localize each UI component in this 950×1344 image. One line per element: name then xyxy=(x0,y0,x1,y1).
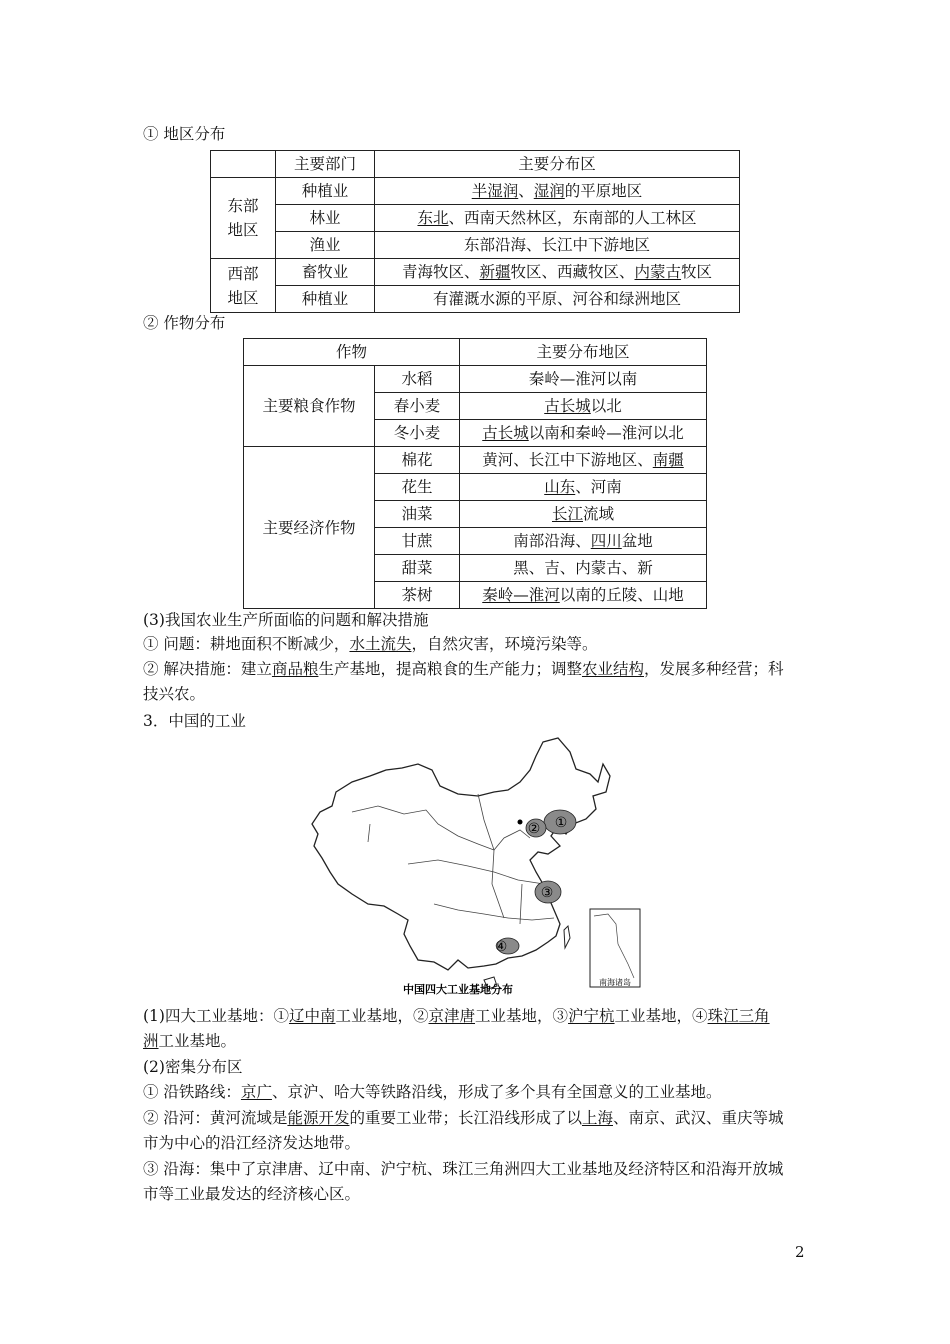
underlined-term: 秦岭—淮河 xyxy=(482,586,560,604)
text-line xyxy=(143,1031,236,1051)
area-cell xyxy=(375,286,740,313)
text-segment: 市为中心的沿江经济发达地带。 xyxy=(143,1134,361,1152)
marker-2: ② xyxy=(527,821,541,837)
text-segment: ② 沿河：黄河流域是 xyxy=(143,1109,288,1127)
text-segment: 流域 xyxy=(583,505,615,523)
crop-cell: 水稻 xyxy=(375,366,460,393)
taiwan-island xyxy=(564,926,570,948)
text-segment: 以南的丘陵、山地 xyxy=(559,586,684,604)
underlined-term: 山东 xyxy=(544,478,576,496)
inner-border-4 xyxy=(368,794,522,924)
dept-cell: 种植业 xyxy=(276,178,375,205)
crop-heading: ② 作物分布 xyxy=(143,314,226,332)
text-segment: 牧区、西藏牧区、 xyxy=(510,263,635,281)
inner-border-1 xyxy=(352,806,530,850)
underlined-term: 古长城 xyxy=(482,424,529,442)
text-segment: 市等工业最发达的经济核心区。 xyxy=(143,1185,361,1203)
text-line xyxy=(143,1082,721,1102)
header-area: 主要分布区 xyxy=(375,151,740,178)
text-segment: 的重要工业带；长江沿线形成了以 xyxy=(349,1109,582,1127)
page-number: 2 xyxy=(795,1243,805,1261)
underlined-term: 京津唐 xyxy=(428,1007,476,1025)
region-distribution-table xyxy=(210,150,740,313)
underlined-term: 沪宁杭 xyxy=(568,1007,615,1025)
underlined-term: 半湿润 xyxy=(471,182,519,200)
underlined-term: 京广 xyxy=(240,1083,272,1101)
underlined-term: 水土流失 xyxy=(349,635,412,653)
map-caption: 中国四大工业基地分布 xyxy=(403,983,513,996)
region-cell: 西部 地区 xyxy=(211,259,276,313)
text-segment: 工业基地，③ xyxy=(475,1007,569,1025)
underlined-term: 新疆 xyxy=(479,263,511,281)
text-segment: 、西南天然林区，东南部的人工林区 xyxy=(448,209,697,227)
crop-area-cell xyxy=(460,420,707,447)
marker-4: ④ xyxy=(494,939,508,955)
inner-border-2 xyxy=(408,860,544,884)
crop-area-cell xyxy=(460,555,707,582)
text-line xyxy=(143,1133,360,1153)
underlined-term: 东北 xyxy=(417,209,449,227)
text-segment: 工业基地，② xyxy=(335,1007,429,1025)
text-segment: ，自然灾害，环境污染等。 xyxy=(411,635,598,653)
underlined-term: 上海 xyxy=(581,1109,613,1127)
crop-area-cell xyxy=(460,393,707,420)
inset-label: 南海诸岛 xyxy=(599,978,631,987)
table-row xyxy=(211,232,740,259)
underlined-term: 洲 xyxy=(143,1032,159,1050)
china-industry-map xyxy=(308,734,648,1000)
marker-1: ① xyxy=(554,815,568,831)
text-segment: ① 问题：耕地面积不断减少， xyxy=(143,635,350,653)
area-cell xyxy=(375,232,740,259)
crop-cell: 茶树 xyxy=(375,582,460,609)
text-segment: ③ 沿海：集中了京津唐、辽中南、沪宁杭、珠江三角洲四大工业基地及经济特区和沿海开放城 xyxy=(143,1160,784,1178)
table-row xyxy=(211,178,740,205)
dept-cell: 渔业 xyxy=(276,232,375,259)
dept-cell: 畜牧业 xyxy=(276,259,375,286)
text-segment: (3)我国农业生产所面临的问题和解决措施 xyxy=(143,611,429,629)
text-segment: 的平原地区 xyxy=(564,182,643,200)
crop-category-cell: 主要粮食作物 xyxy=(244,366,375,447)
header-crop-area: 主要分布地区 xyxy=(460,339,707,366)
text-segment: ② 解决措施：建立 xyxy=(143,660,272,678)
area-cell xyxy=(375,205,740,232)
text-segment: 秦岭—淮河以南 xyxy=(528,370,638,388)
inner-border-3 xyxy=(434,904,554,920)
text-line xyxy=(143,1057,242,1077)
region-cell: 东部 地区 xyxy=(211,178,276,259)
text-segment: 东部沿海、长江中下游地区 xyxy=(463,236,650,254)
text-segment: 工业基地。 xyxy=(158,1032,237,1050)
text-line xyxy=(143,1006,770,1026)
text-segment: 、南京、武汉、重庆等城 xyxy=(612,1109,784,1127)
crop-distribution-table xyxy=(243,338,707,609)
crop-cell: 油菜 xyxy=(375,501,460,528)
crop-cell: 花生 xyxy=(375,474,460,501)
header-blank xyxy=(211,151,276,178)
table-row xyxy=(211,286,740,313)
text-segment: 、 xyxy=(518,182,534,200)
china-map-svg xyxy=(308,734,648,996)
crop-area-cell xyxy=(460,366,707,393)
text-segment: 3．中国的工业 xyxy=(143,712,246,730)
text-line xyxy=(143,1159,783,1179)
underlined-term: 辽中南 xyxy=(288,1007,336,1025)
crop-area-cell xyxy=(460,474,707,501)
text-segment: 黄河、长江中下游地区、 xyxy=(482,451,653,469)
underlined-term: 能源开发 xyxy=(287,1109,350,1127)
underlined-term: 长江 xyxy=(551,505,583,523)
table-row xyxy=(244,447,707,474)
text-line xyxy=(143,610,428,630)
text-segment: 技兴农。 xyxy=(143,685,206,703)
crop-category-cell: 主要经济作物 xyxy=(244,447,375,609)
underlined-term: 商品粮 xyxy=(271,660,319,678)
header-crop: 作物 xyxy=(244,339,460,366)
text-segment: ① 沿铁路线： xyxy=(143,1083,241,1101)
underlined-term: 珠江三角 xyxy=(707,1007,770,1025)
crop-cell: 甘蔗 xyxy=(375,528,460,555)
crop-cell: 春小麦 xyxy=(375,393,460,420)
text-segment: (1)四大工业基地：① xyxy=(143,1007,289,1025)
text-line xyxy=(143,711,246,731)
text-segment: 盆地 xyxy=(621,532,653,550)
text-line xyxy=(143,1184,360,1204)
dept-cell: 林业 xyxy=(276,205,375,232)
underlined-term: 南疆 xyxy=(652,451,684,469)
text-segment: 黑、吉、内蒙古、新 xyxy=(513,559,653,577)
underlined-term: 四川 xyxy=(590,532,622,550)
marker-3: ③ xyxy=(540,885,554,901)
text-segment: 生产基地，提高粮食的生产能力；调整 xyxy=(318,660,582,678)
china-outline xyxy=(312,738,610,970)
header-dept: 主要部门 xyxy=(276,151,375,178)
underlined-term: 农业结构 xyxy=(581,660,644,678)
crop-area-cell xyxy=(460,501,707,528)
dept-cell: 种植业 xyxy=(276,286,375,313)
text-line xyxy=(143,1108,784,1128)
table-row xyxy=(211,205,740,232)
crop-cell: 棉花 xyxy=(375,447,460,474)
underlined-term: 内蒙古 xyxy=(634,263,682,281)
text-line xyxy=(143,659,784,679)
underlined-term: 古长城 xyxy=(544,397,591,415)
area-cell xyxy=(375,259,740,286)
crop-area-cell xyxy=(460,447,707,474)
underlined-term: 湿润 xyxy=(533,182,565,200)
region-heading: ① 地区分布 xyxy=(143,125,226,143)
table-row xyxy=(244,366,707,393)
crop-area-cell xyxy=(460,528,707,555)
text-segment: 以南和秦岭—淮河以北 xyxy=(528,424,684,442)
text-segment: 、京沪、哈大等铁路沿线，形成了多个具有全国意义的工业基地。 xyxy=(271,1083,722,1101)
text-segment: 以北 xyxy=(590,397,622,415)
text-segment: 青海牧区、 xyxy=(401,263,480,281)
text-line xyxy=(143,684,205,704)
area-cell xyxy=(375,178,740,205)
text-segment: 牧区 xyxy=(681,263,713,281)
crop-area-cell xyxy=(460,582,707,609)
crop-cell: 甜菜 xyxy=(375,555,460,582)
text-segment: 南部沿海、 xyxy=(513,532,591,550)
text-segment: 工业基地，④ xyxy=(614,1007,708,1025)
text-line xyxy=(143,634,597,654)
text-segment: ，发展多种经营；科 xyxy=(643,660,784,678)
table-row xyxy=(211,259,740,286)
text-segment: 有灌溉水源的平原、河谷和绿洲地区 xyxy=(432,290,681,308)
text-segment: 、河南 xyxy=(575,478,622,496)
crop-cell: 冬小麦 xyxy=(375,420,460,447)
beijing-star-icon xyxy=(518,820,523,825)
text-segment: (2)密集分布区 xyxy=(143,1058,243,1076)
